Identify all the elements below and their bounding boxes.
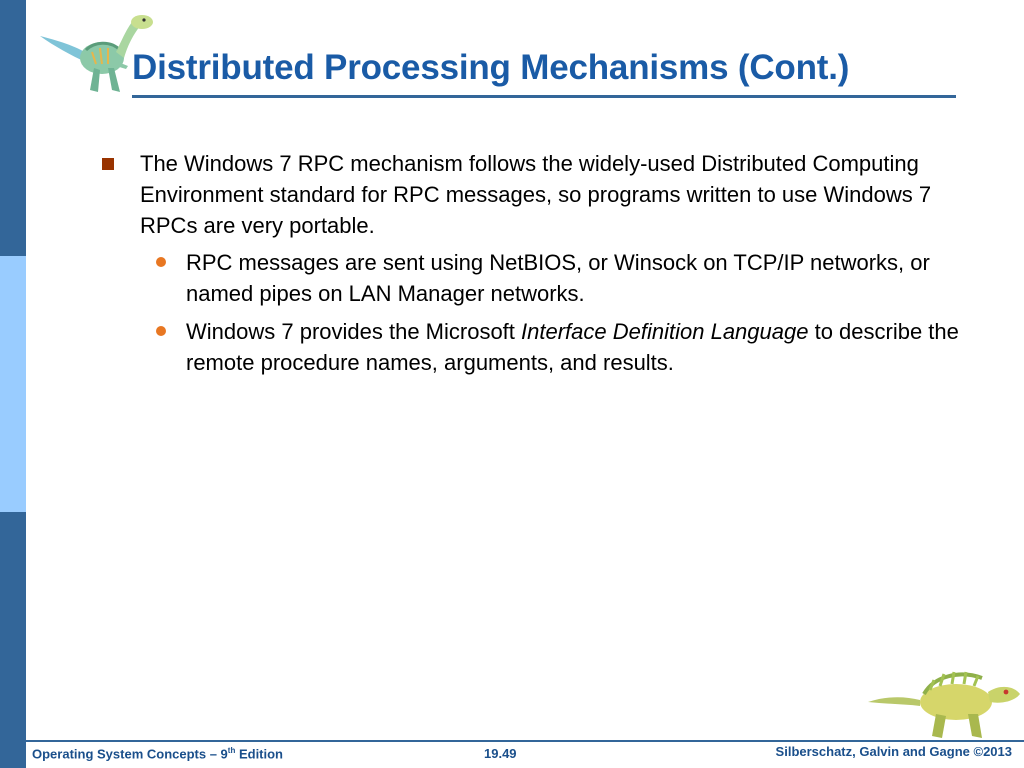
page-title: Distributed Processing Mechanisms (Cont.) bbox=[132, 48, 850, 87]
dinosaur-icon bbox=[864, 656, 1024, 742]
sub-bullet-text-after: to describe the remote procedure names, arguments, and results. bbox=[186, 319, 959, 375]
dot-bullet-icon bbox=[156, 326, 166, 336]
slide-body bbox=[100, 148, 960, 385]
sub-list-item bbox=[100, 247, 960, 309]
dot-bullet-icon bbox=[156, 257, 166, 267]
sub-list bbox=[100, 247, 960, 378]
footer-book-title bbox=[32, 746, 283, 761]
footer-copyright: Silberschatz, Galvin and Gagne ©2013 bbox=[775, 744, 1012, 759]
bullet-text: The Windows 7 RPC mechanism follows the widely-used Distributed Computing Environment standard for RPC messages, so programs written to use Windows 7 RPCs are very portable. bbox=[140, 151, 932, 238]
footer-book-superscript: th bbox=[227, 746, 236, 755]
footer-book-prefix: Operating System Concepts – 9 bbox=[32, 746, 228, 762]
sub-bullet-text: RPC messages are sent using NetBIOS, or Winsock on TCP/IP networks, or named pipes on LAN Manager networks. bbox=[186, 250, 930, 306]
sub-bullet-italic-term: Interface Definition Language bbox=[521, 319, 809, 344]
sub-bullet-text-before: Windows 7 provides the Microsoft bbox=[186, 319, 522, 344]
list-item bbox=[100, 148, 960, 241]
title-underline bbox=[132, 95, 956, 98]
footer-book-suffix: Edition bbox=[235, 746, 284, 762]
footer-rule bbox=[26, 740, 1024, 742]
page-number: 19.49 bbox=[484, 746, 517, 761]
square-bullet-icon bbox=[102, 158, 114, 170]
sub-list-item bbox=[100, 316, 960, 378]
side-bar-accent bbox=[0, 256, 26, 512]
